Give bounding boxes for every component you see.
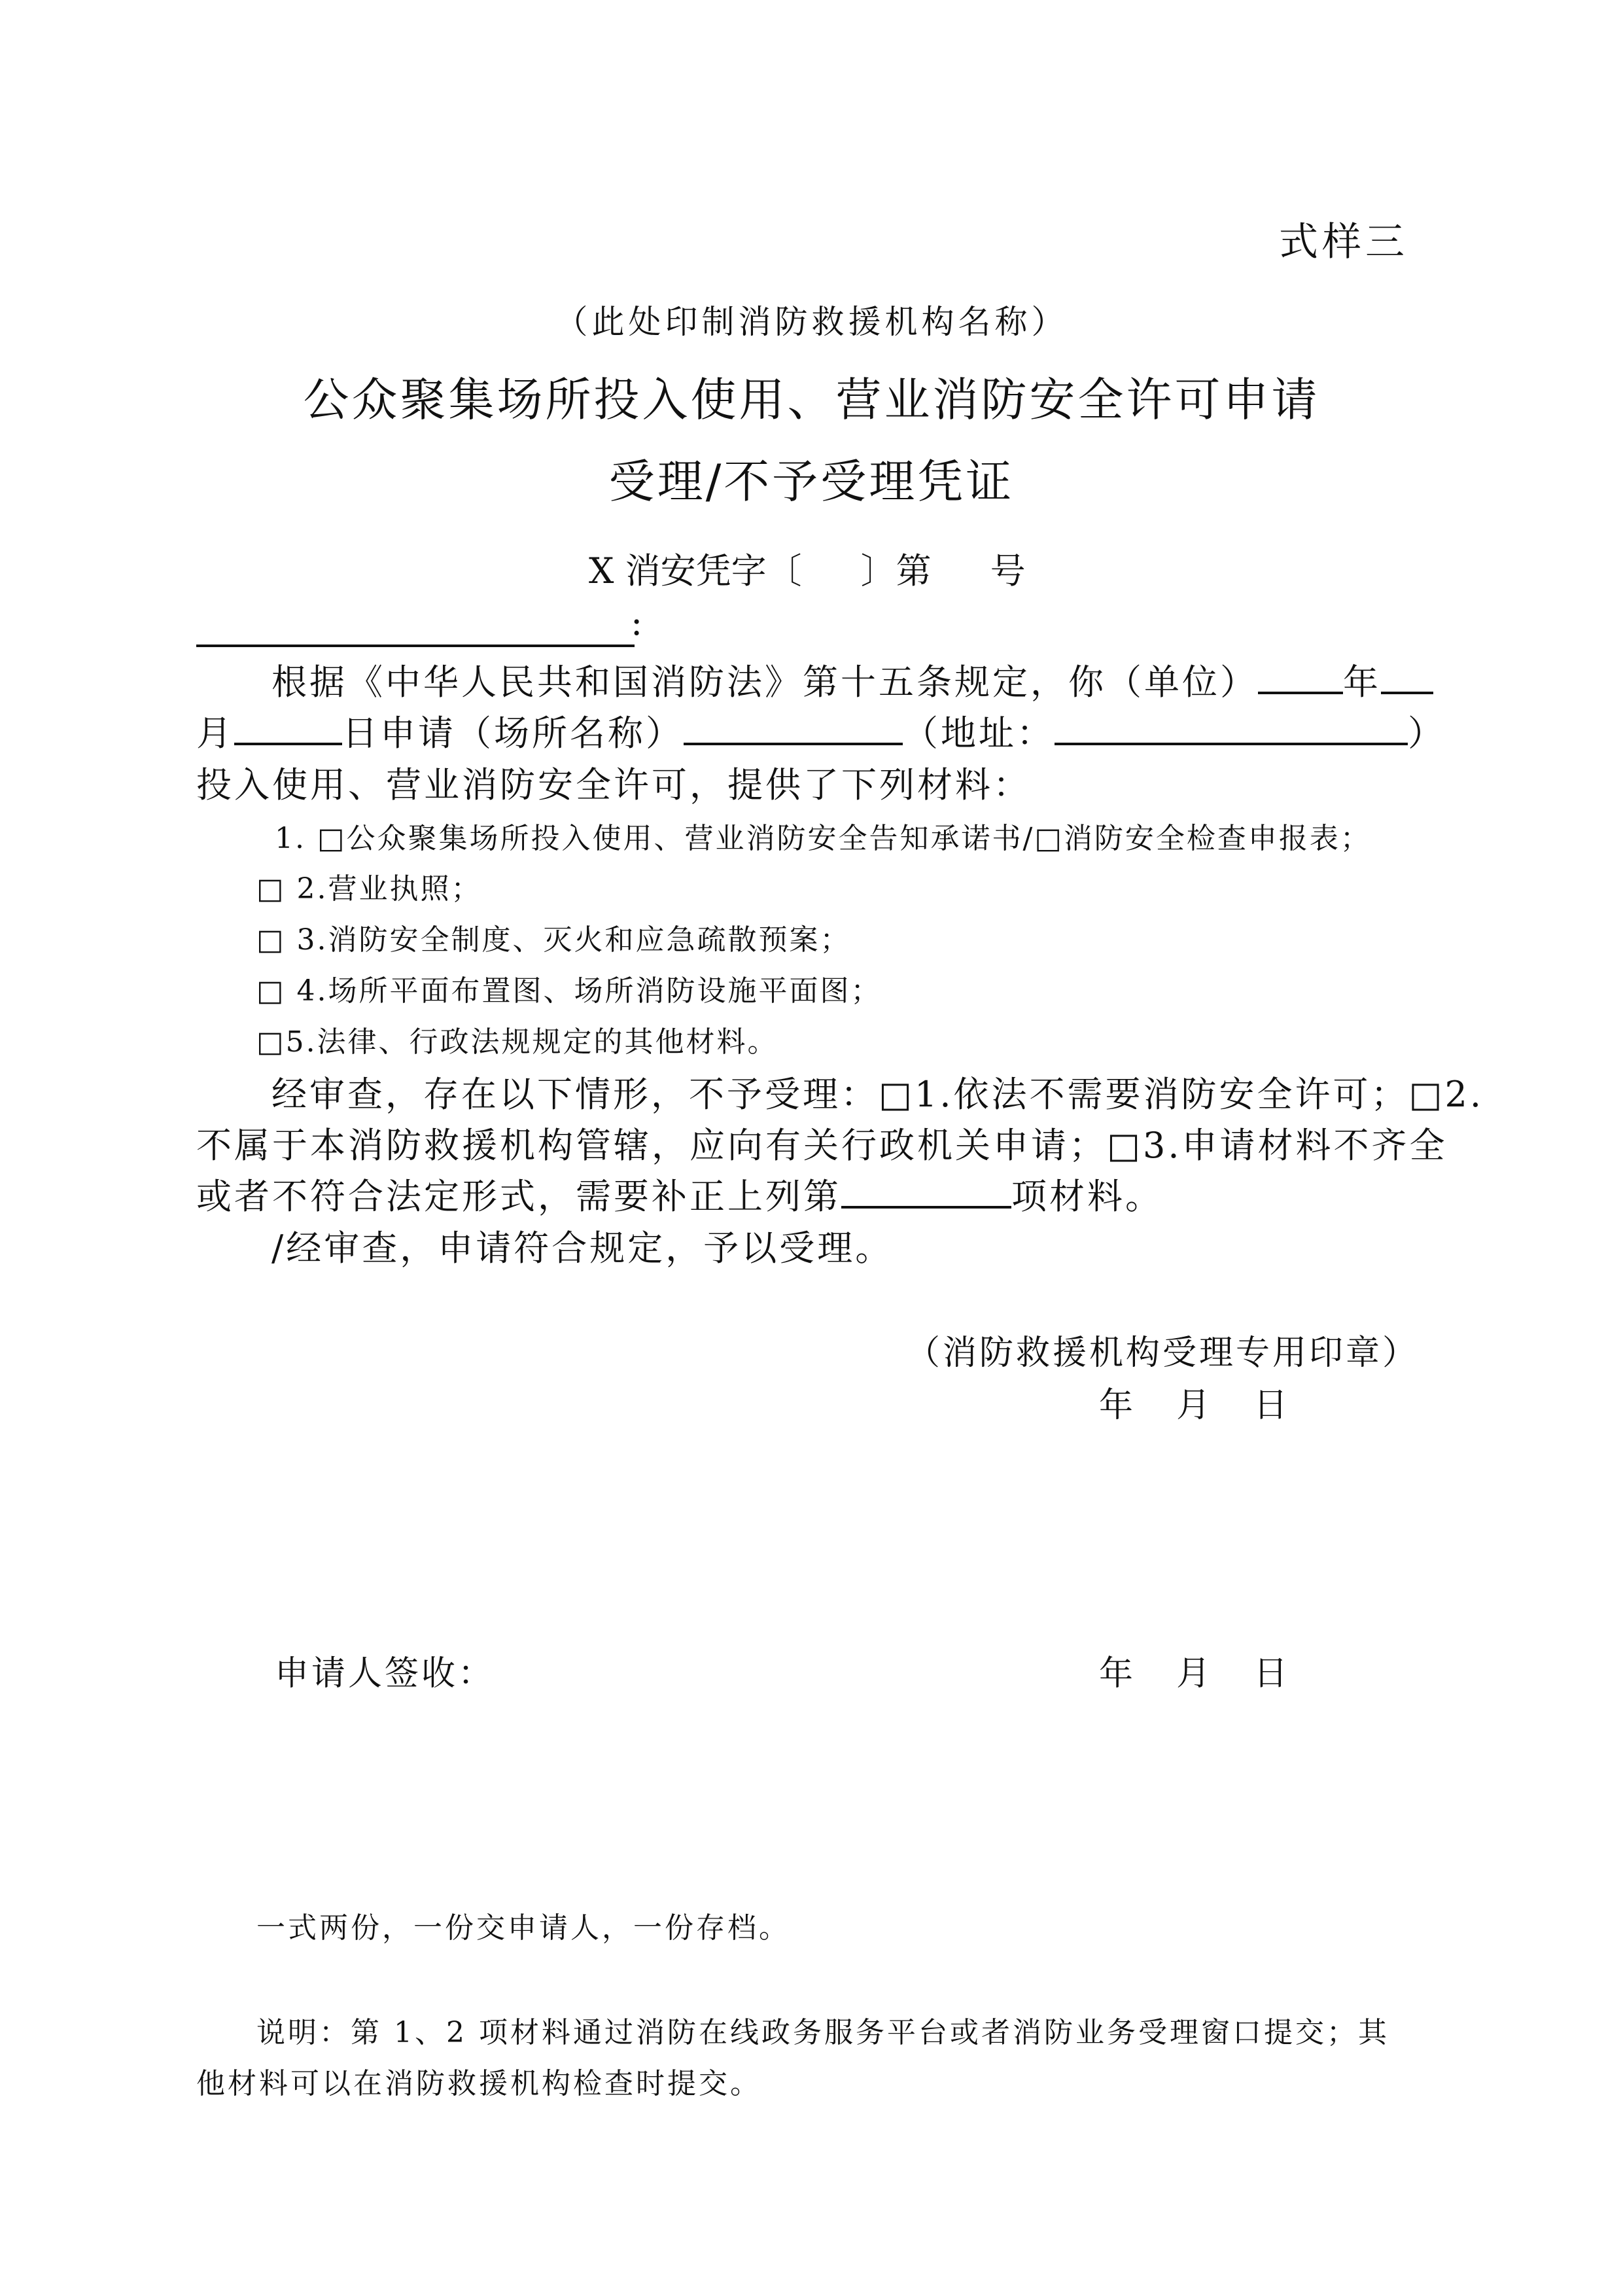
doc-no-prefix: X 消安凭字〔 <box>589 550 802 592</box>
addressee-line <box>196 605 635 647</box>
intro-line3: 投入使用、营业消防安全许可，提供了下列材料： <box>196 764 1031 805</box>
review-line3 <box>196 1169 1163 1219</box>
signature-date: 年 月 日 <box>1099 1654 1288 1693</box>
document-title-line2: 受理/不予受理凭证 <box>608 455 1015 508</box>
doc-no-suffix: 号 <box>990 550 1026 592</box>
review-line1: 经审查，存在以下情形，不予受理：□1.依法不需要消防安全许可；□2. <box>271 1074 1484 1115</box>
document-number <box>589 543 1026 593</box>
document-title-line1: 公众聚集场所投入使用、营业消防安全许可申请 <box>303 373 1320 427</box>
explanation-line2: 他材料可以在消防救援机构检查时提交。 <box>196 2067 761 2100</box>
intro-line1 <box>271 654 1433 705</box>
addressee-colon: : <box>631 602 643 643</box>
year-label: 年 <box>1343 662 1381 703</box>
seal-date: 年 月 日 <box>1099 1386 1288 1425</box>
month-label: 月 <box>196 713 234 754</box>
material-item-4: □ 4.场所平面布置图、场所消防设施平面图； <box>256 974 882 1008</box>
review-line3-suffix: 项材料。 <box>1011 1176 1163 1217</box>
agency-name-placeholder: （此处印制消防救援机构名称） <box>555 303 1068 341</box>
apply-day-text: 日申请（场所名称） <box>342 713 684 754</box>
sample-label: 式样三 <box>1279 219 1408 265</box>
review-accept-line: /经审查，申请符合规定，予以受理。 <box>271 1227 894 1269</box>
material-item-2: □ 2.营业执照； <box>256 872 482 906</box>
copies-note: 一式两份，一份交申请人，一份存档。 <box>256 1911 790 1945</box>
review-line2: 不属于本消防救援机构管辖，应向有关行政机关申请；□3.申请材料不齐全 <box>196 1125 1448 1166</box>
intro-text: 根据《中华人民共和国消防法》第十五条规定，你（单位） <box>271 662 1258 703</box>
explanation-line1: 说明：第 1、2 项材料通过消防在线政务服务平台或者消防业务受理窗口提交；其 <box>256 2016 1389 2049</box>
address-open: （地址： <box>903 713 1055 754</box>
seal-label: （消防救援机构受理专用印章） <box>906 1333 1420 1373</box>
material-item-3: □ 3.消防安全制度、灭火和应急疏散预案； <box>256 923 851 957</box>
doc-no-bracket-close: 〕第 <box>860 550 932 592</box>
applicant-signature-label: 申请人签收： <box>275 1654 495 1693</box>
material-item-1: 1. □公众聚集场所投入使用、营业消防安全告知承诺书/□消防安全检查申报表； <box>275 822 1371 855</box>
address-close: ） <box>1408 713 1446 754</box>
review-line3-prefix: 或者不符合法定形式，需要补正上列第 <box>196 1176 841 1217</box>
intro-line2 <box>196 705 1446 756</box>
material-item-5: □5.法律、行政法规规定的其他材料。 <box>256 1025 778 1059</box>
